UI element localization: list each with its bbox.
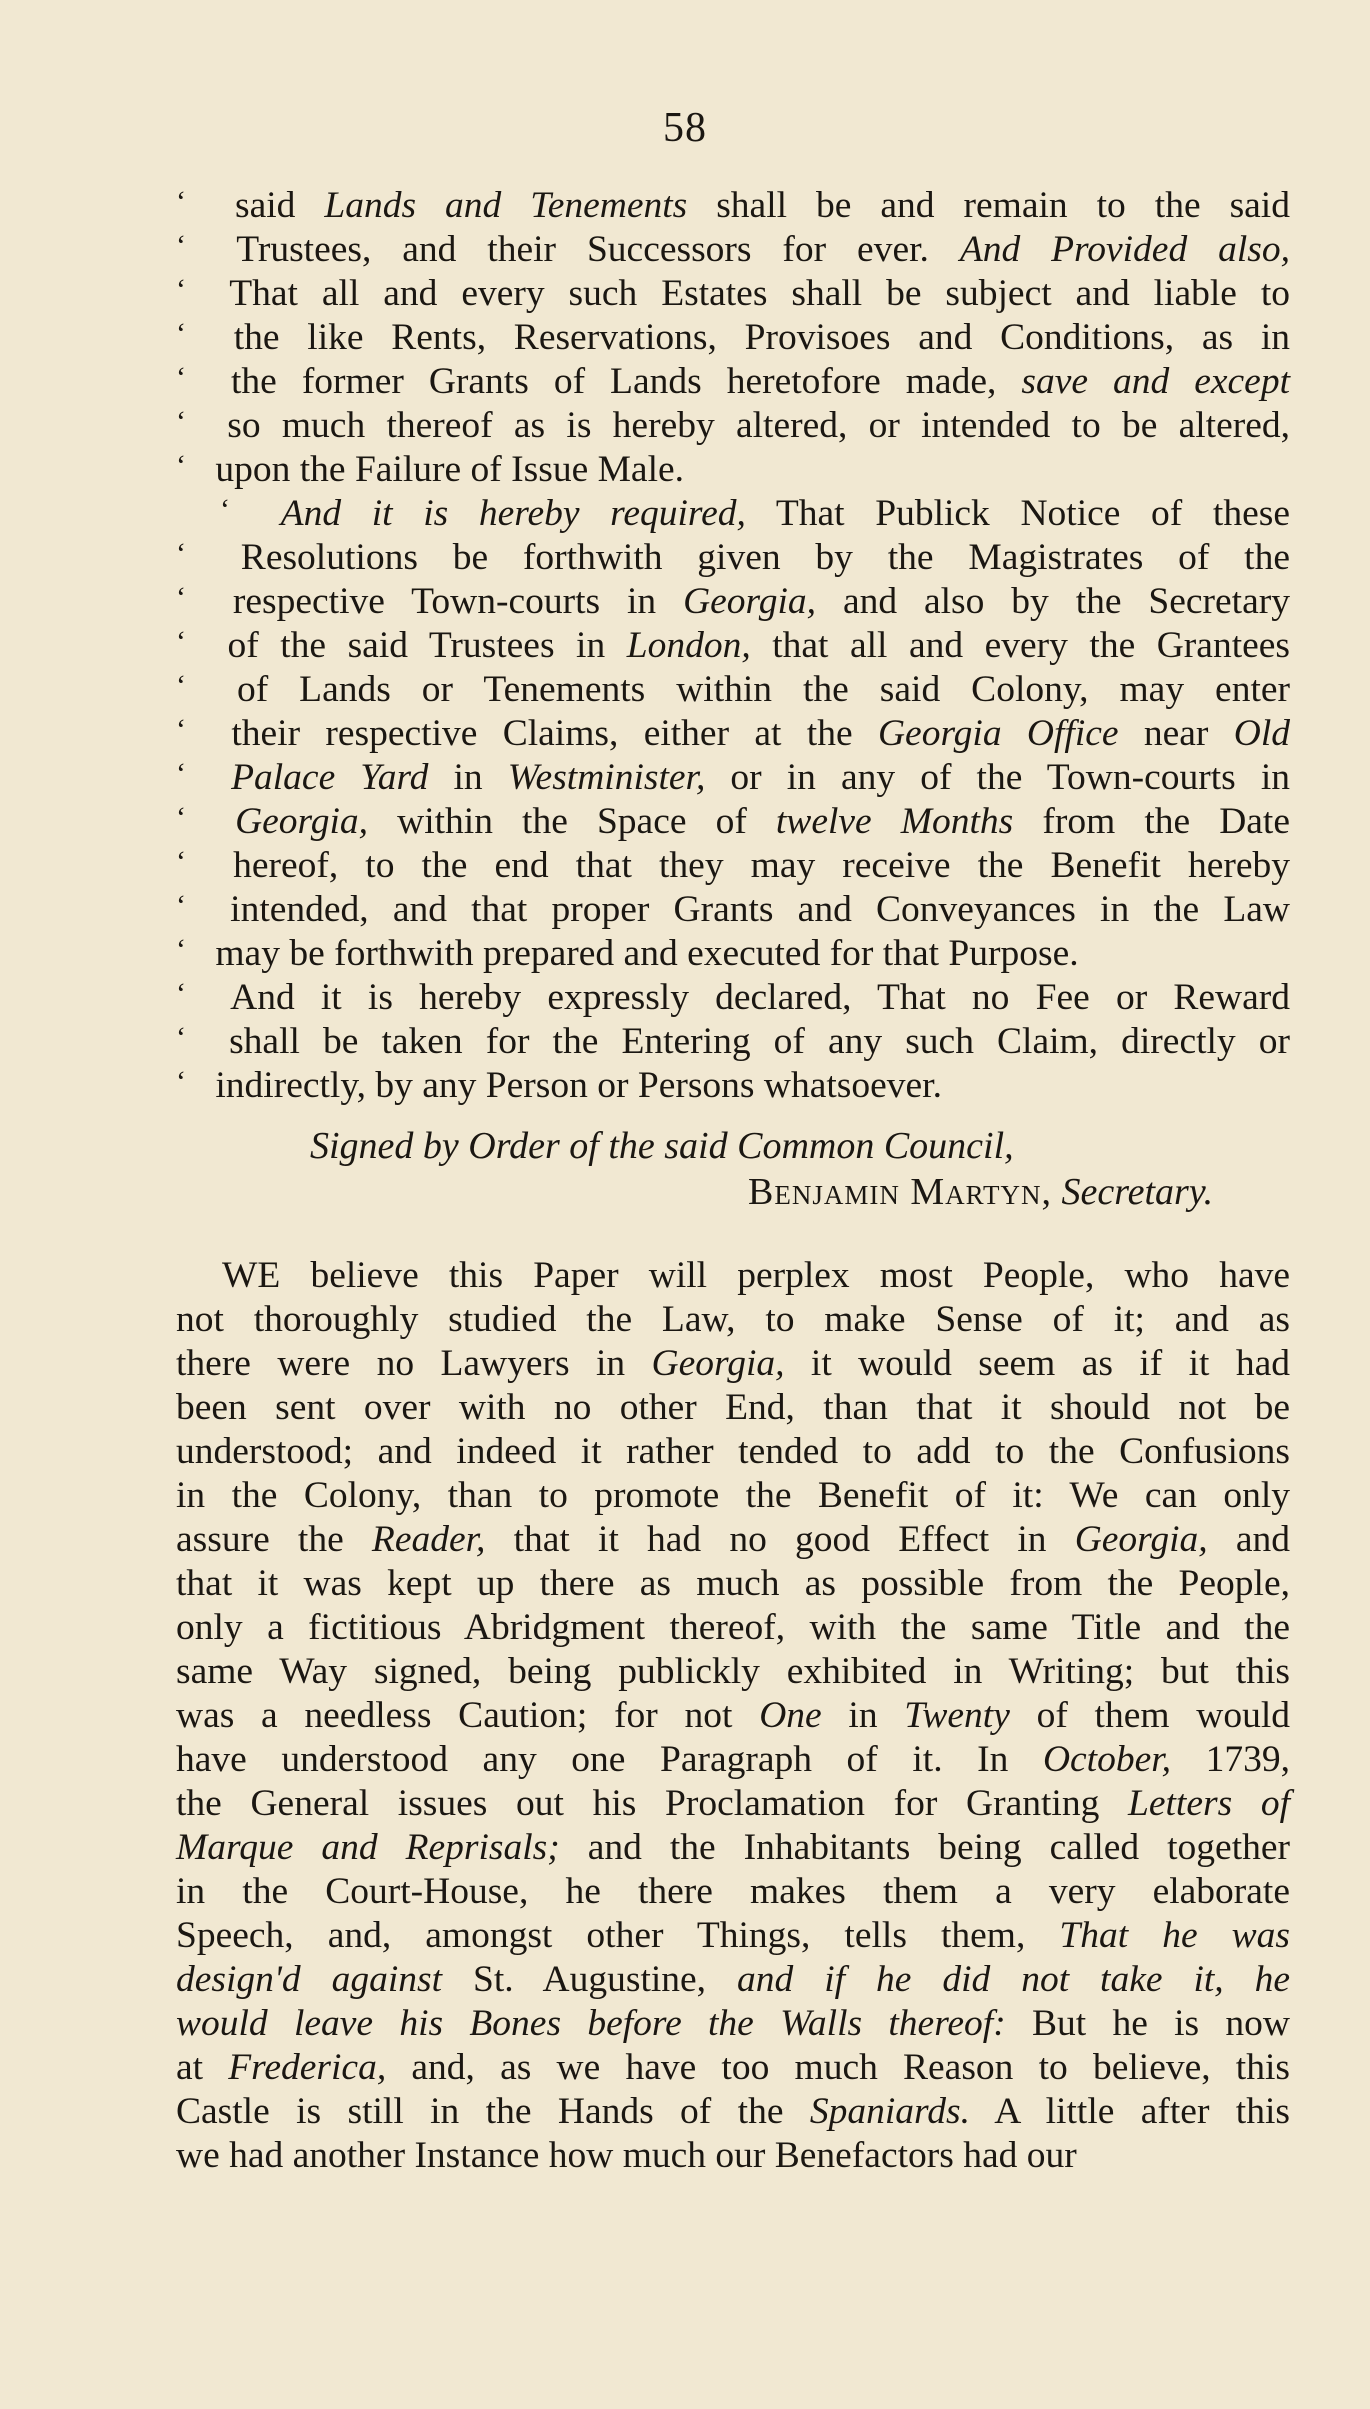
text-run: [250, 493, 281, 534]
text-run: intended, and that proper Grants and Conveyances in the Law: [206, 889, 1290, 930]
text-line: [176, 444, 1290, 488]
text-run: near: [1118, 713, 1234, 754]
text-line: [176, 1650, 1290, 1694]
quote-mark: ‘: [176, 669, 186, 702]
italic-text: and if he did not take it, he: [737, 1959, 1291, 2000]
text-line: [176, 972, 1290, 1016]
text-line: [176, 1826, 1290, 1870]
text-line: [176, 1474, 1290, 1518]
text-run: Speech, and, amongst other Things, tells them,: [176, 1915, 1060, 1956]
italic-text: Reader,: [371, 1519, 486, 1560]
text-line: [176, 1430, 1290, 1474]
text-line: [176, 2002, 1290, 2046]
italic-text: London,: [626, 625, 751, 666]
text-line: [176, 708, 1290, 752]
italic-text: Letters of: [1128, 1783, 1290, 1824]
text-line: [176, 576, 1290, 620]
text-run: indirectly, by any Person or Persons whatsoever.: [206, 1065, 942, 1106]
quote-mark: ‘: [176, 229, 186, 262]
text-run: have understood any one Paragraph of it. In: [176, 1739, 1043, 1780]
text-line: [176, 1342, 1290, 1386]
italic-text: And Provided also,: [959, 229, 1291, 270]
text-run: same Way signed, being publickly exhibited in Writing; but this: [176, 1651, 1290, 1692]
italic-text: Georgia,: [1074, 1519, 1208, 1560]
text-line: [176, 1562, 1290, 1606]
text-line: [176, 1518, 1290, 1562]
text-run: of the said Trustees in: [206, 625, 627, 666]
text-run: understood; and indeed it rather tended to add to the Confusions: [176, 1431, 1290, 1472]
page-number: 58: [663, 105, 707, 151]
italic-text: would leave his Bones before the Walls thereof:: [176, 2003, 1006, 2044]
quote-mark: ‘: [176, 625, 186, 658]
text-run: the General issues out his Proclamation for Granting: [176, 1783, 1128, 1824]
text-line: [176, 840, 1290, 884]
text-run: at: [176, 2047, 229, 2088]
text-run: in: [428, 757, 508, 798]
text-line: [176, 1016, 1290, 1060]
quote-mark: ‘: [176, 317, 186, 350]
italic-text: save and except: [1021, 361, 1290, 402]
text-line: [176, 664, 1290, 708]
quote-mark: ‘: [176, 449, 186, 482]
signatory-name: Benjamin Martyn,: [748, 1171, 1053, 1213]
text-line: [176, 1606, 1290, 1650]
text-line: [176, 1914, 1290, 1958]
quote-mark: ‘: [176, 977, 186, 1010]
text-run: WE believe this Paper will perplex most People, who have: [222, 1255, 1290, 1296]
text-run: so much thereof as is hereby altered, or intended to be altered,: [206, 405, 1290, 446]
text-run: that all and every the Grantees: [750, 625, 1290, 666]
text-run: and, as we have too much Reason to believe, this: [386, 2047, 1290, 2088]
italic-text: Georgia,: [683, 581, 817, 622]
quote-mark: ‘: [176, 889, 186, 922]
quote-mark: ‘: [176, 713, 186, 746]
italic-text: Old: [1233, 713, 1290, 754]
signature-name: [748, 1170, 1213, 1214]
text-run: that it was kept up there as much as possible from the People,: [176, 1563, 1290, 1604]
text-run: shall be taken for the Entering of any such Claim, directly or: [206, 1021, 1290, 1062]
quote-mark: ‘: [176, 1065, 186, 1098]
text-run: and: [1207, 1519, 1290, 1560]
text-line: [176, 1782, 1290, 1826]
text-run: we had another Instance how much our Benefactors had our: [176, 2135, 1077, 2176]
text-run: the former Grants of Lands heretofore made,: [206, 361, 1022, 402]
text-run: St. Augustine,: [442, 1959, 738, 2000]
text-run: and the Inhabitants being called together: [559, 1827, 1290, 1868]
italic-text: Lands and Tenements: [324, 185, 688, 226]
text-line: [176, 356, 1290, 400]
text-run: from the Date: [1013, 801, 1290, 842]
text-line: [176, 1738, 1290, 1782]
text-run: upon the Failure of Issue Male.: [206, 449, 685, 490]
italic-text: Palace Yard: [231, 757, 429, 798]
text-run: of Lands or Tenements within the said Colony, may enter: [206, 669, 1290, 710]
text-run: there were no Lawyers in: [176, 1343, 652, 1384]
quote-mark: ‘: [176, 801, 186, 834]
quote-mark: ‘: [176, 273, 186, 306]
text-run: That all and every such Estates shall be subject and liable to: [206, 273, 1290, 314]
quote-mark: ‘: [176, 581, 186, 614]
quote-mark: ‘: [176, 845, 186, 878]
text-run: 1739,: [1171, 1739, 1290, 1780]
text-run: only a fictitious Abridgment thereof, with the same Title and the: [176, 1607, 1290, 1648]
quote-mark: ‘: [176, 933, 186, 966]
italic-text: That he was: [1059, 1915, 1290, 1956]
italic-text: October,: [1042, 1739, 1172, 1780]
text-run: in the Court-House, he there makes them a very elaborate: [176, 1871, 1290, 1912]
text-run: Resolutions be forthwith given by the Magistrates of the: [206, 537, 1290, 578]
text-run: [206, 801, 235, 842]
signatory-title: Secretary.: [1061, 1171, 1214, 1213]
signature-line: Signed by Order of the said Common Council,: [310, 1125, 1014, 1167]
text-line: [176, 268, 1290, 312]
italic-text: Frederica,: [228, 2047, 387, 2088]
italic-text: twelve Months: [775, 801, 1014, 842]
quote-mark: ‘: [176, 361, 186, 394]
text-run: And it is hereby expressly declared, That no Fee or Reward: [206, 977, 1290, 1018]
text-run: [206, 757, 231, 798]
text-line: [176, 1386, 1290, 1430]
italic-text: design'd against: [176, 1959, 443, 2000]
text-line: [176, 488, 1290, 532]
italic-text: Twenty: [904, 1695, 1010, 1736]
text-run: been sent over with no other End, than that it should not be: [176, 1387, 1290, 1428]
text-run: Trustees, and their Successors for ever.: [206, 229, 960, 270]
quote-mark: ‘: [176, 1021, 186, 1054]
text-run: their respective Claims, either at the: [206, 713, 878, 754]
italic-text: Marque and Reprisals;: [176, 1827, 560, 1868]
text-run: may be forthwith prepared and executed for that Purpose.: [206, 933, 1079, 974]
italic-text: And it is hereby required,: [280, 493, 746, 534]
text-line: [176, 400, 1290, 444]
text-run: hereof, to the end that they may receive the Benefit hereby: [206, 845, 1290, 886]
text-run: in the Colony, than to promote the Benefit of it: We can only: [176, 1475, 1290, 1516]
text-run: of them would: [1009, 1695, 1290, 1736]
text-line: [176, 1060, 1290, 1104]
text-run: assure the: [176, 1519, 372, 1560]
text-run: within the Space of: [368, 801, 776, 842]
text-line: [176, 620, 1290, 664]
text-run: in: [821, 1695, 905, 1736]
text-line: [176, 532, 1290, 576]
italic-text: Georgia,: [235, 801, 369, 842]
italic-text: Spaniards.: [809, 2091, 970, 2132]
text-run: was a needless Caution; for not: [176, 1695, 760, 1736]
text-line: [176, 2134, 1290, 2178]
quote-mark: ‘: [176, 185, 186, 218]
italic-text: Georgia,: [651, 1343, 785, 1384]
text-run: said: [206, 185, 325, 226]
text-run: Castle is still in the Hands of the: [176, 2091, 810, 2132]
quote-mark: ‘: [176, 757, 186, 790]
italic-text: Georgia Office: [877, 713, 1119, 754]
quote-mark: ‘: [220, 493, 230, 526]
text-run: that it had no good Effect in: [485, 1519, 1075, 1560]
text-run: it would seem as if it had: [784, 1343, 1290, 1384]
text-line: [176, 796, 1290, 840]
italic-text: One: [759, 1695, 822, 1736]
text-run: and also by the Secretary: [816, 581, 1290, 622]
quote-mark: ‘: [176, 405, 186, 438]
text-line: [176, 1298, 1290, 1342]
text-line: [176, 1870, 1290, 1914]
text-line: [176, 312, 1290, 356]
text-run: shall be and remain to the said: [687, 185, 1290, 226]
italic-text: Westminister,: [507, 757, 706, 798]
quote-mark: ‘: [176, 537, 186, 570]
text-line: [176, 1694, 1290, 1738]
text-run: A little after this: [969, 2091, 1290, 2132]
text-line: [176, 2046, 1290, 2090]
text-run: the like Rents, Reservations, Provisoes and Conditions, as in: [206, 317, 1290, 358]
text-run: or in any of the Town-courts in: [705, 757, 1291, 798]
text-run: not thoroughly studied the Law, to make Sense of it; and as: [176, 1299, 1290, 1340]
text-run: respective Town-courts in: [206, 581, 684, 622]
text-line: [222, 1254, 1290, 1298]
text-line: [176, 224, 1290, 268]
text-line: [176, 2090, 1290, 2134]
text-line: [176, 180, 1290, 224]
text-line: [176, 928, 1290, 972]
text-line: [176, 1958, 1290, 2002]
text-line: [176, 752, 1290, 796]
text-run: That Publick Notice of these: [745, 493, 1290, 534]
text-line: [176, 884, 1290, 928]
text-run: But he is now: [1005, 2003, 1291, 2044]
